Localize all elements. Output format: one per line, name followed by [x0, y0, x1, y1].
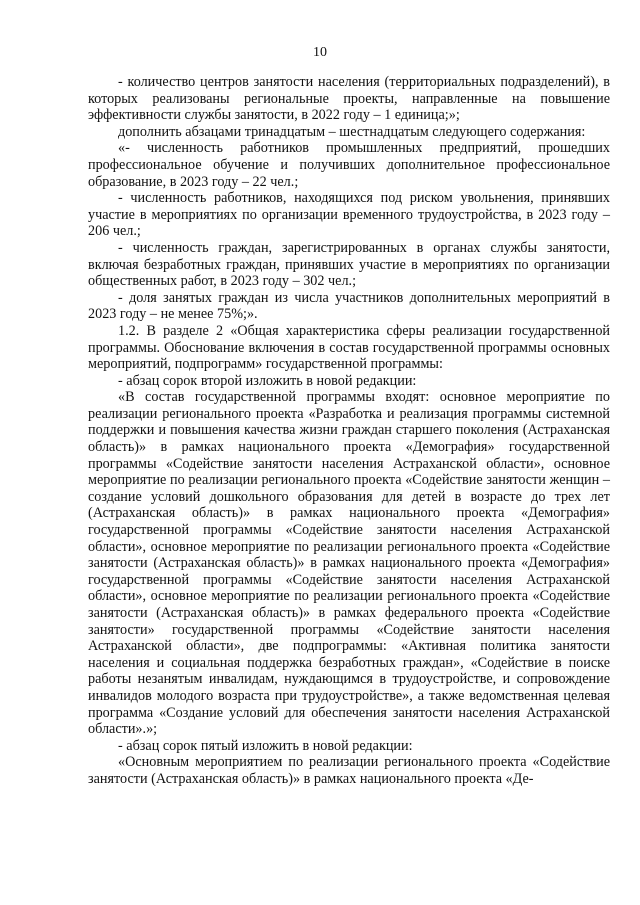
paragraph-employed-share: - доля занятых граждан из числа участников дополнительных мероприятий в 2023 году – не менее 75%;». [88, 289, 610, 323]
paragraph-industrial-workers: «- численность работников промышленных предприятий, прошедших профессиональное обучение и получивших дополнительное профессиональное образование, в 2023 году – 22 чел.; [88, 140, 610, 190]
paragraph-main-activity: «Основным мероприятием по реализации регионального проекта «Содействие занятости (Астраханская область)» в рамках национального проекта «Де- [88, 754, 610, 787]
paragraph-public-works: - численность граждан, зарегистрированных в органах службы занятости, включая безработных граждан, принявших участие в мероприятиях по организации общественных работ, в 2023 году – 302 чел.; [88, 239, 610, 290]
paragraph-program-composition: «В состав государственной программы входят: основное мероприятие по реализации регионального проекта «Разработка и реализация программы системной поддержки и повышения качества жизни граждан старшего поколения (Астраханская область)» в рамках национального проекта «Демография» государственной программы «Содействие занятости населения Астраханской области», основное мероприятие по реализации регионального проекта «Содействие занятости женщин – создание условий дошкольного образования для детей в возрасте до трех лет (Астраханская область)» в рамках национального проекта «Демография» государственной программы «Содействие занятости населения Астраханской области», основное мероприятие по реализации регионального проекта «Содействие занятости (Астраханская область)» в рамках национального проекта «Демография» государственной программы «Содействие занятости населения Астраханской области», основное мероприятие по реализации регионального проекта «Содействие занятости (Астраханская область)» в рамках федерального проекта «Содействие занятости» государственной программы «Содействие занятости населения Астраханской области», две подпрограммы: «Активная политика занятости населения и социальная поддержка безработных граждан», «Содействие в поиске работы незанятым инвалидам, нуждающимся в трудоустройстве, и сопровождение инвалидов молодого возраста при трудоустройстве», а также ведомственная целевая программа «Создание условий для обеспечения занятости населения Астраханской области».»; [88, 389, 610, 738]
paragraph-add-items: дополнить абзацами тринадцатым – шестнадцатым следующего содержания: [118, 123, 586, 140]
paragraph-section-2: 1.2. В разделе 2 «Общая характеристика сферы реализации государственной программы. Обоснование включения в состав государственной программы основных мероприятий, подпрограмм» государственной программы: [88, 322, 610, 373]
paragraph-dismissal-risk: - численность работников, находящихся под риском увольнения, принявших участие в мероприятиях по организации временного трудоустройства, в 2023 году – 206 чел.; [88, 190, 610, 240]
paragraph-centers-count: - количество центров занятости населения (территориальных подразделений), в которых реализованы региональные проекты, направленные на повышение эффективности службы занятости, в 2022 году – 1 единица;»; [88, 74, 610, 124]
page-number: 10 [313, 45, 327, 60]
document-body [88, 74, 610, 788]
paragraph-item-45: - абзац сорок пятый изложить в новой редакции: [118, 737, 413, 754]
paragraph-item-42: - абзац сорок второй изложить в новой редакции: [118, 372, 417, 389]
